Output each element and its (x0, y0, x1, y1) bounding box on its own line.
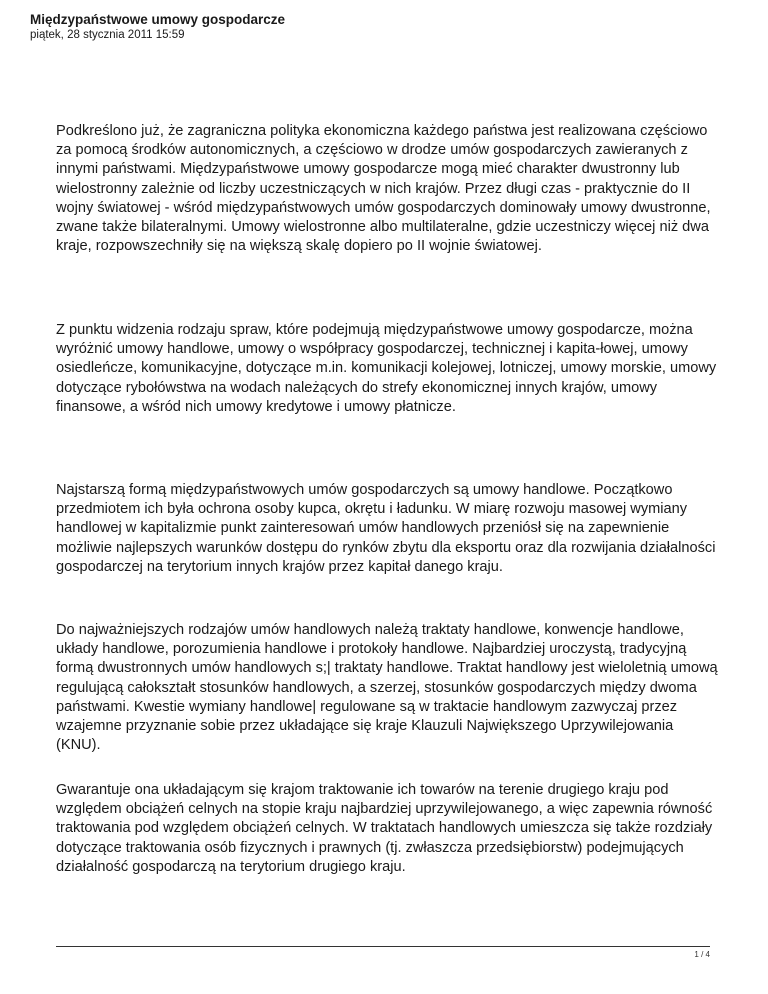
document-date: piątek, 28 stycznia 2011 15:59 (30, 29, 185, 41)
footer-divider (56, 946, 710, 947)
paragraph-3: Najstarszą formą międzypaństwowych umów gospodarczych są umowy handlowe. Początkowo przedmiotem ich była ochrona osoby kupca, okrętu i ładunku. W miarę rozwoju masowej wymiany handlowej w kapitalizmie punkt zainteresowań umów handlowych przeniósł się na zapewnienie możliwie najlepszych warunków dostępu do rynków zbytu dla eksportu oraz dla rozwijania działalności gospodarczej na terytorium innych krajów przez kapitał danego kraju. (56, 482, 716, 575)
page-number: 1 / 4 (694, 950, 710, 959)
paragraph-4: Do najważniejszych rodzajów umów handlowych należą traktaty handlowe, konwencje handlowe, układy handlowe, porozumienia handlowe i protokoły handlowe. Najbardziej uroczystą, tradycyjną formą dwustronnych umów handlowych s;| traktaty handlowe. Traktat handlowy jest wieloletnią umową regulującą całokształt stosunków handlowych, a szerzej, stosunków gospodarczych między dwoma państwami. Kwestie wymiany handlowe| regulowane są w traktacie handlowym zazwyczaj przez wzajemne przyznanie sobie przez układające się kraje Klauzuli Największego Uprzywilejowania (KNU). (56, 622, 718, 754)
document-header (30, 11, 730, 42)
document-title: Międzypaństwowe umowy gospodarcze (30, 12, 286, 27)
paragraph-5: Gwarantuje ona układającym się krajom traktowanie ich towarów na terenie drugiego kraju pod względem obciążeń celnych na stopie kraju najbardziej uprzywilejowanego, a więc zapewnia równość traktowania pod względem obciążeń celnych. W traktatach handlowych umieszcza się także rozdziały dotyczące traktowania osób fizycznych i prawnych (tj. zwłaszcza przedsiębiorstw) podejmujących działalność gospodarczą na terytorium drugiego kraju. (56, 782, 713, 875)
paragraph-1: Podkreślono już, że zagraniczna polityka ekonomiczna każdego państwa jest realizowana częściowo za pomocą środków autonomicznych, a częściowo w drodze umów gospodarczych zawieranych z innymi państwami. Międzypaństwowe umowy gospodarcze mogą mieć charakter dwustronny lub wielostronny zależnie od liczby uczestniczących w nich krajów. Przez długi czas - praktycznie do II wojny światowej - wśród międzypaństwowych umów gospodarczych dominowały umowy dwustronne, zwane także bilateralnymi. Umowy wielostronne albo multilateralne, gdzie uczestniczy więcej niż dwa kraje, rozpowszechniły się na większą skalę dopiero po II wojnie światowej. (56, 123, 711, 255)
paragraph-2: Z punktu widzenia rodzaju spraw, które podejmują międzypaństwowe umowy gospodarcze, można wyróżnić umowy handlowe, umowy o współpracy gospodarczej, technicznej i kapita-łowej, umowy osiedleńcze, komunikacyjne, dotyczące m.in. komunikacji kolejowej, lotniczej, umowy morskie, umowy dotyczące rybołówstwa na wodach należących do strefy ekonomicznej innych krajów, umowy finansowe, a wśród nich umowy kredytowe i umowy płatnicze. (56, 322, 717, 415)
